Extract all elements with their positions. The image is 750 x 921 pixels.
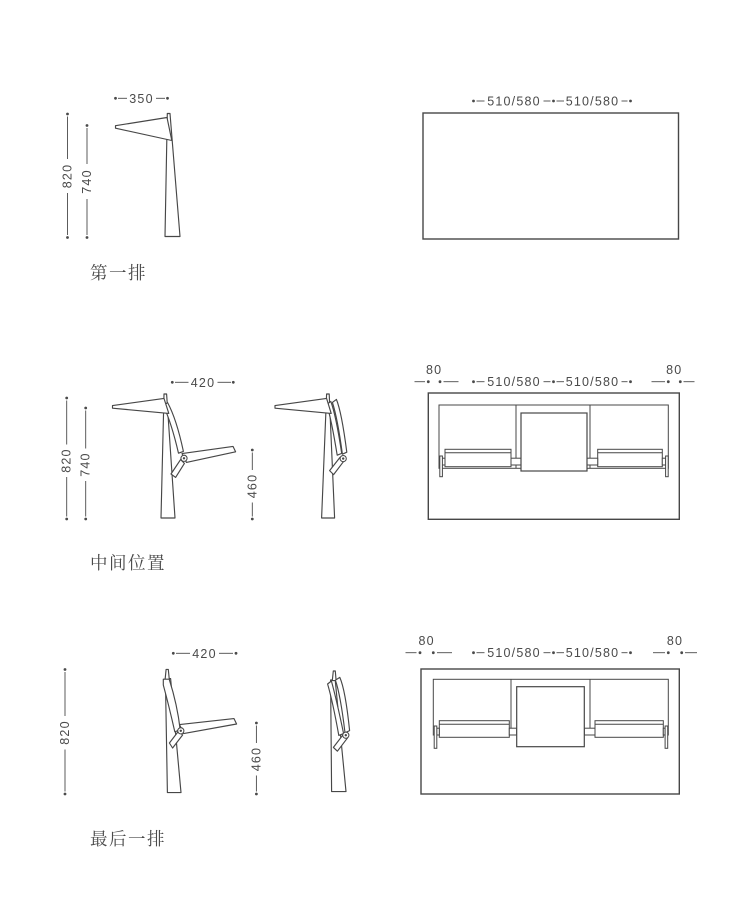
- dim-label-80-right: 80: [666, 363, 683, 378]
- dim-last-end-right: [653, 634, 697, 654]
- desk-top-shape: [113, 398, 169, 413]
- last-row-top-view: [406, 634, 698, 794]
- connector: [509, 728, 516, 735]
- dim-label-740: 740: [80, 169, 94, 194]
- end-cap-left: [440, 456, 443, 477]
- dim-label-420: 420: [190, 375, 216, 390]
- dim-label-80-left: 80: [418, 634, 435, 649]
- dim-label-420: 420: [192, 646, 217, 661]
- dim-label-820: 820: [60, 163, 75, 189]
- dim-label-460: 460: [249, 746, 264, 772]
- dim-label-seat2: 510/580: [565, 94, 620, 109]
- dim-middle-seat-widths: [472, 375, 632, 389]
- seat-pan-shape: [180, 719, 237, 734]
- seat-pivot-center: [180, 730, 182, 732]
- dim-first-row-desk-height: [80, 124, 94, 239]
- section-last-row: [58, 634, 697, 849]
- middle-row-seat-open-side-view: [113, 394, 236, 518]
- first-row-top-view: [423, 94, 679, 239]
- end-cap-left: [434, 726, 437, 748]
- section-label-middle-position: 中间位置: [90, 553, 166, 573]
- dim-last-seat-widths: [472, 646, 632, 660]
- dim-middle-total-height: [60, 397, 74, 521]
- post-stub-shape: [165, 669, 169, 679]
- dim-last-seat-height: [249, 722, 263, 796]
- seat-bar-right: [595, 721, 663, 738]
- dim-label-seat1: 510/580: [487, 94, 541, 109]
- dim-last-end-left: [406, 634, 453, 654]
- desk-top-view-rect: [423, 113, 679, 239]
- dim-first-row-width: [114, 92, 169, 106]
- dim-label-740: 740: [78, 452, 93, 477]
- dim-middle-width: [171, 376, 235, 390]
- seat-pivot-center: [345, 734, 347, 736]
- last-row-seat-folded-side-view: [328, 671, 350, 792]
- middle-row-top-view: [415, 363, 695, 519]
- seat-pivot-center: [342, 457, 344, 459]
- section-label-last-row: 最后一排: [90, 829, 166, 849]
- dim-middle-seat-height: [245, 449, 259, 521]
- desk-top-shape: [275, 398, 331, 413]
- seat-strut-shape: [171, 460, 184, 478]
- connector: [511, 458, 521, 465]
- seat-bar-right: [598, 449, 663, 466]
- seat-bar-left: [445, 449, 511, 466]
- dim-first-row-total-height: [61, 113, 75, 239]
- dim-label-seat2: 510/580: [565, 646, 620, 660]
- seat-bar-left: [439, 721, 509, 738]
- connector: [584, 728, 595, 735]
- middle-row-seat-folded-side-view: [275, 394, 347, 518]
- seat-pan-shape: [182, 446, 236, 462]
- dim-label-820: 820: [58, 720, 72, 745]
- last-row-seat-open-side-view: [163, 669, 236, 792]
- end-cap-right: [666, 456, 669, 477]
- section-middle-position: [60, 363, 695, 573]
- dim-middle-desk-height: [79, 407, 93, 521]
- center-tablet: [521, 413, 587, 471]
- section-first-row: [61, 92, 679, 283]
- dim-label-seat2: 510/580: [565, 375, 620, 389]
- dim-label-seat1: 510/580: [487, 375, 541, 389]
- connector: [587, 458, 598, 465]
- dim-label-820: 820: [59, 448, 74, 473]
- dim-label-350: 350: [129, 91, 154, 106]
- dim-label-460: 460: [245, 473, 260, 499]
- dim-first-row-seat-widths: [472, 94, 632, 108]
- end-cap-right: [665, 726, 668, 748]
- dim-middle-end-right: [652, 363, 695, 383]
- dim-label-80-left: 80: [426, 363, 443, 378]
- center-tablet: [517, 687, 585, 747]
- dim-middle-end-left: [415, 363, 459, 383]
- desk-top-shape: [116, 118, 172, 141]
- dim-last-total-height: [58, 668, 72, 795]
- seat-pivot-center: [183, 457, 185, 459]
- section-label-first-row: 第一排: [90, 263, 147, 283]
- post-stub-shape: [332, 671, 336, 681]
- dim-label-80-right: 80: [666, 634, 684, 649]
- first-row-desk-side-view: [116, 114, 181, 237]
- dim-last-width: [172, 647, 238, 661]
- dim-label-seat1: 510/580: [487, 646, 541, 660]
